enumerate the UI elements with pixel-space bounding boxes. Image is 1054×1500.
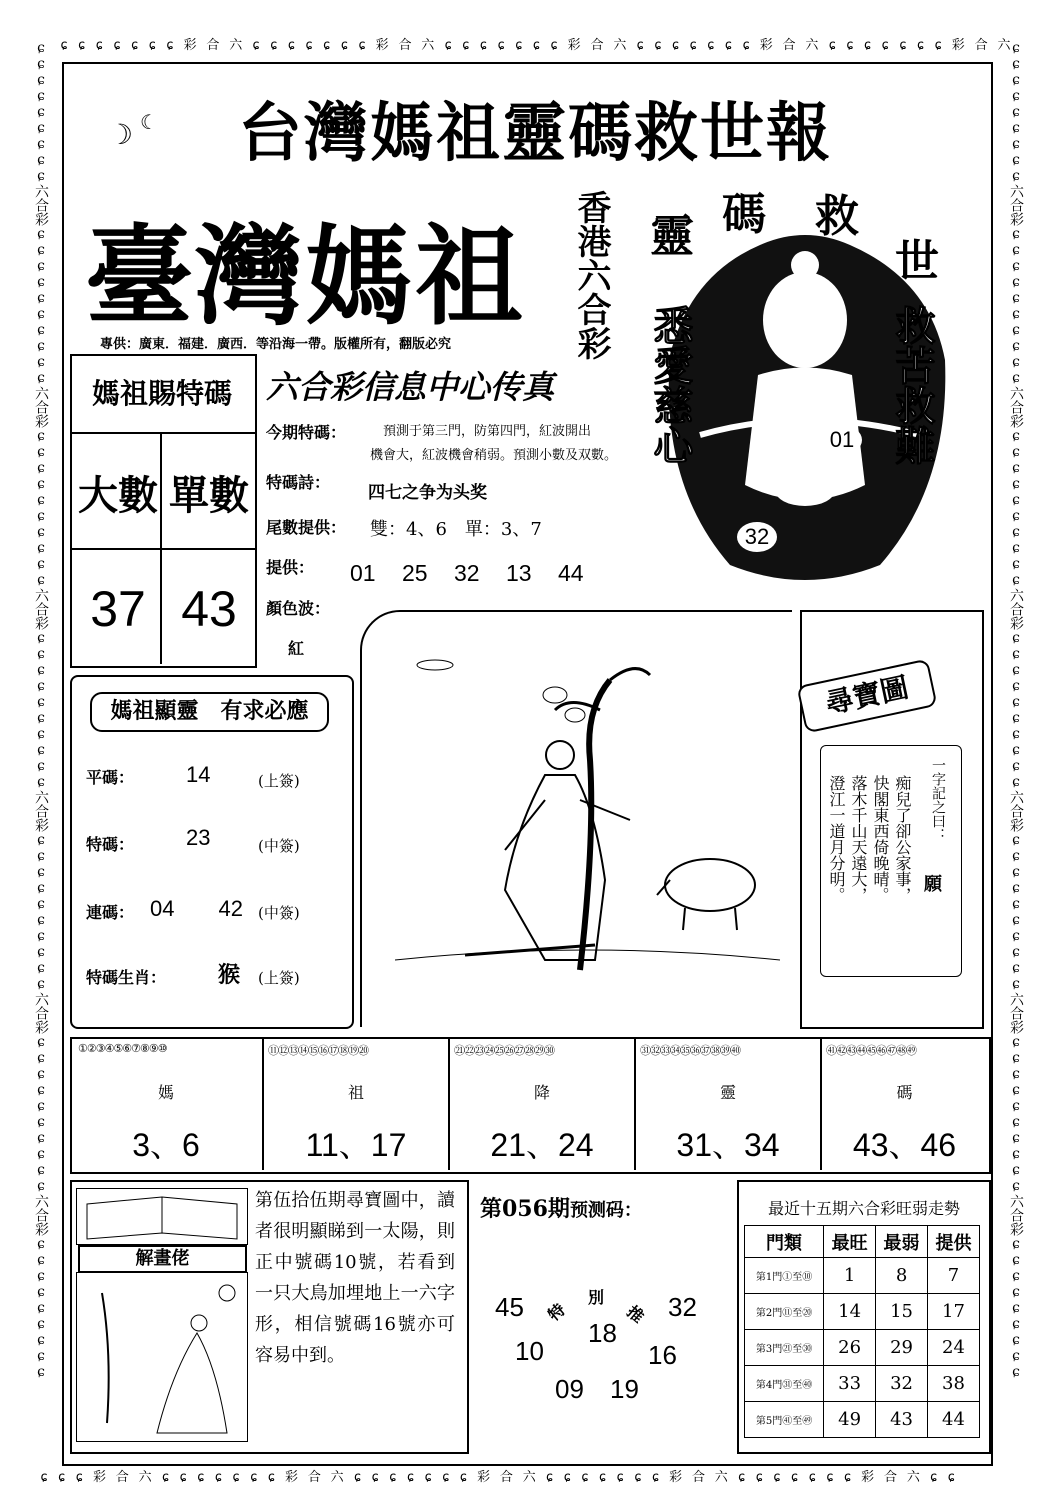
big-number-label: 大數	[78, 473, 158, 519]
oracle-flat-label: 平碼：	[86, 768, 135, 787]
solver-text: 第伍拾伍期尋寶圖中，讀者很明顯睇到一太陽，則正中號碼10號，若看到一只大鳥加埋地上一六字形，相信號碼16號亦可容易中到。	[255, 1190, 455, 1366]
trend-cold: 43	[876, 1402, 928, 1438]
top-border-text: ɕ ɕ ɕ ɕ ɕ ɕ ɕ 彩 合 六 ɕ ɕ ɕ ɕ ɕ ɕ ɕ 彩 合 六 ɕ ɕ ɕ ɕ ɕ ɕ ɕ 彩 合 六 ɕ ɕ ɕ ɕ ɕ ɕ ɕ 彩 合 六 ɕ ɕ ɕ ɕ ɕ ɕ ɕ 彩 合 六	[60, 38, 1012, 53]
prediction-char: 別	[588, 1288, 605, 1307]
left-border-text	[30, 40, 52, 1460]
buddha-char-1: 靈	[650, 211, 694, 262]
right-border-text	[1005, 40, 1027, 1460]
trend-hot: 49	[824, 1402, 876, 1438]
pick-value-2: 11、17	[305, 1127, 407, 1163]
oracle-flat-value: 14	[186, 762, 211, 787]
prediction-number: 16	[648, 1340, 677, 1370]
trend-door: 第2門⑪至⑳	[745, 1294, 824, 1330]
prediction-number: 32	[668, 1292, 697, 1322]
treasure-answer: 願	[924, 874, 942, 895]
trend-give: 24	[928, 1330, 980, 1366]
trend-give: 44	[928, 1402, 980, 1438]
pick-range-1: ①②③④⑤⑥⑦⑧⑨⑩	[78, 1042, 167, 1055]
trend-door: 第1門①至⑩	[745, 1258, 824, 1294]
pick-label-1: 媽	[157, 1083, 174, 1102]
trend-hot: 14	[824, 1294, 876, 1330]
info-line1-text-a: 預測于第三門，防第四門，紅波開出	[383, 424, 592, 439]
treasure-poem-line: 落木千山天遠大，	[849, 775, 868, 903]
pick-value-1: 3、6	[132, 1127, 200, 1163]
pick-range-3: ㉑㉒㉓㉔㉕㉖㉗㉘㉙㉚	[454, 1044, 554, 1057]
trend-hot: 33	[824, 1366, 876, 1402]
big-number-value: 37	[90, 581, 146, 637]
trend-header: 門類	[745, 1226, 824, 1258]
trend-hot: 1	[824, 1258, 876, 1294]
provided-number: 13	[505, 560, 532, 586]
buddha-right-text: 救苦救難	[889, 305, 935, 465]
trend-door: 第5門㊶至㊾	[745, 1402, 824, 1438]
table-row	[745, 1294, 980, 1330]
pick-label-5: 碼	[896, 1083, 913, 1102]
odd-number-label: 單數	[169, 473, 249, 519]
treasure-poem-line: 澄江一道月分明。	[827, 775, 846, 903]
prediction-char: 推	[623, 1301, 648, 1327]
info-line3-text: 雙：4、6 單：3、7	[370, 519, 542, 540]
info-line2-text: 四七之争为头奖	[368, 483, 487, 503]
header-title: 台灣媽祖靈碼救世報	[238, 97, 832, 171]
special-code-title: 媽祖賜特碼	[91, 377, 232, 410]
prediction-number: 19	[610, 1374, 639, 1404]
divider	[160, 432, 162, 664]
right-border-label: ɕɕɕɕɕɕɕɕɕ六合彩ɕɕɕɕɕɕɕɕɕɕ六合彩ɕɕɕɕɕɕɕɕɕɕ六合彩ɕɕɕɕɕɕɕɕɕɕ六合彩ɕɕɕɕɕɕɕɕɕɕ六合彩ɕɕɕɕɕɕɕɕɕɕ六合彩ɕɕɕɕɕɕɕɕɕ	[1008, 40, 1024, 1380]
trend-cold: 32	[876, 1366, 928, 1402]
pick-label-4: 靈	[719, 1083, 736, 1102]
prediction-title	[480, 1192, 642, 1223]
oracle-special-value: 23	[186, 825, 211, 850]
prediction-number: 10	[515, 1336, 544, 1366]
odd-number-value: 43	[181, 581, 237, 637]
prediction-number: 18	[588, 1318, 617, 1348]
pick-value-5: 43、46	[852, 1127, 957, 1163]
divider	[70, 548, 257, 550]
pick-range-2: ⑪⑫⑬⑭⑮⑯⑰⑱⑲⑳	[268, 1044, 368, 1057]
oracle-consecutive-label: 連碼：	[86, 903, 135, 922]
prediction-issue: 第056期	[480, 1196, 570, 1222]
buddha-left-text: 悉愛慈心	[647, 305, 693, 465]
info-line1-text-b: 機會大，紅波機會稍弱。預測小數及双數。	[370, 448, 618, 463]
scholar-illustration	[395, 640, 785, 1010]
treasure-heading: 一字記之曰：	[930, 758, 946, 842]
trend-door: 第3門㉑至㉚	[745, 1330, 824, 1366]
masthead-name: 臺灣媽祖	[85, 215, 526, 340]
pick-label-2: 祖	[347, 1083, 364, 1102]
info-line4-numbers	[350, 560, 584, 587]
trend-cold: 15	[876, 1294, 928, 1330]
trend-title: 最近十五期六合彩旺弱走勢	[767, 1199, 960, 1218]
info-line2-label: 特碼詩：	[266, 473, 331, 492]
book-illustration	[76, 1188, 248, 1245]
treasure-poem-line: 快閣東西倚晚晴。	[871, 775, 890, 903]
oracle-zodiac-grade: (上簽)	[258, 969, 300, 987]
table-row	[745, 1366, 980, 1402]
buddha-char-3: 救	[815, 191, 859, 242]
buddha-char-4: 世	[895, 236, 939, 287]
trend-hot: 26	[824, 1330, 876, 1366]
table-row	[745, 1330, 980, 1366]
trend-header: 最旺	[824, 1226, 876, 1258]
pick-range-5: ㊶㊷㊸㊹㊺㊻㊼㊽㊾	[826, 1044, 916, 1057]
trend-cold: 29	[876, 1330, 928, 1366]
trend-header: 最弱	[876, 1226, 928, 1258]
table-row	[745, 1258, 980, 1294]
masthead-subline: 專供：廣東．福建．廣西．等沿海一帶。版權所有，翻版必究	[100, 337, 452, 352]
table-row	[745, 1402, 980, 1438]
trend-give: 17	[928, 1294, 980, 1330]
trend-table	[744, 1225, 980, 1438]
oracle-consecutive-grade: (中簽)	[258, 904, 300, 922]
buddha-char-2: 碼	[722, 189, 766, 240]
oracle-special-grade: (中簽)	[258, 837, 300, 855]
trend-give: 7	[928, 1258, 980, 1294]
prediction-number: 09	[555, 1374, 584, 1404]
provided-number: 32	[453, 560, 480, 586]
info-line3-label: 尾數提供：	[266, 518, 347, 537]
buddha-number-b: 32	[737, 522, 777, 552]
treasure-poem-line: 痴兒了卻公家事，	[893, 775, 912, 903]
pick-range-4: ㉛㉜㉝㉞㉟㊱㊲㊳㊴㊵	[640, 1044, 740, 1057]
oracle-zodiac-value: 猴	[218, 963, 241, 988]
oracle-title: 媽祖顯靈 有求必應	[90, 692, 329, 732]
divider	[70, 432, 257, 434]
info-title: 六合彩信息中心传真	[266, 368, 555, 406]
info-line4-label: 提供：	[266, 558, 315, 577]
provided-number: 01	[350, 560, 376, 586]
prediction-suffix: 预测码：	[569, 1200, 642, 1221]
prediction-char: 特	[544, 1299, 569, 1325]
oracle-zodiac-label: 特碼生肖：	[86, 968, 167, 987]
pick-label-3: 降	[533, 1083, 550, 1102]
bottom-border-text: ɕ ɕ ɕ 彩 合 六 ɕ ɕ ɕ ɕ ɕ ɕ ɕ 彩 合 六 ɕ ɕ ɕ ɕ ɕ ɕ ɕ 彩 合 六 ɕ ɕ ɕ ɕ ɕ ɕ ɕ 彩 合 六 ɕ ɕ ɕ ɕ ɕ ɕ ɕ 彩 合 六 ɕ ɕ	[40, 1470, 957, 1485]
sage-illustration	[76, 1272, 248, 1442]
trend-header: 提供	[928, 1226, 980, 1258]
info-line5-label: 顏色波：	[266, 599, 331, 618]
solver-badge: 解畫佬	[78, 1245, 247, 1273]
oracle-special-label: 特碼：	[86, 835, 135, 854]
treasure-badge: 尋寶圖	[796, 659, 937, 734]
oracle-consecutive-value: 04 42	[150, 896, 243, 921]
trend-door: 第4門㉛至㊵	[745, 1366, 824, 1402]
oracle-flat-grade: (上簽)	[258, 772, 300, 790]
info-line5-value: 紅	[288, 639, 305, 658]
prediction-number: 45	[495, 1292, 524, 1322]
left-border-label: ɕɕɕɕɕɕɕɕɕ六合彩ɕɕɕɕɕɕɕɕɕɕ六合彩ɕɕɕɕɕɕɕɕɕɕ六合彩ɕɕɕɕɕɕɕɕɕɕ六合彩ɕɕɕɕɕɕɕɕɕɕ六合彩ɕɕɕɕɕɕɕɕɕɕ六合彩ɕɕɕɕɕɕɕɕɕ	[33, 40, 49, 1380]
crescent-icon: ☾	[140, 110, 158, 134]
info-line1-label: 今期特碼：	[266, 423, 347, 442]
pick-value-3: 21、24	[490, 1127, 594, 1163]
buddha-number-a: 01	[822, 425, 862, 455]
trend-cold: 8	[876, 1258, 928, 1294]
pick-value-4: 31、34	[676, 1127, 780, 1163]
provided-number: 25	[401, 560, 428, 586]
provided-number: 44	[557, 560, 584, 586]
masthead-side-label: 香港六合彩	[571, 190, 611, 360]
moon-icon: ☽	[108, 118, 134, 151]
trend-give: 38	[928, 1366, 980, 1402]
